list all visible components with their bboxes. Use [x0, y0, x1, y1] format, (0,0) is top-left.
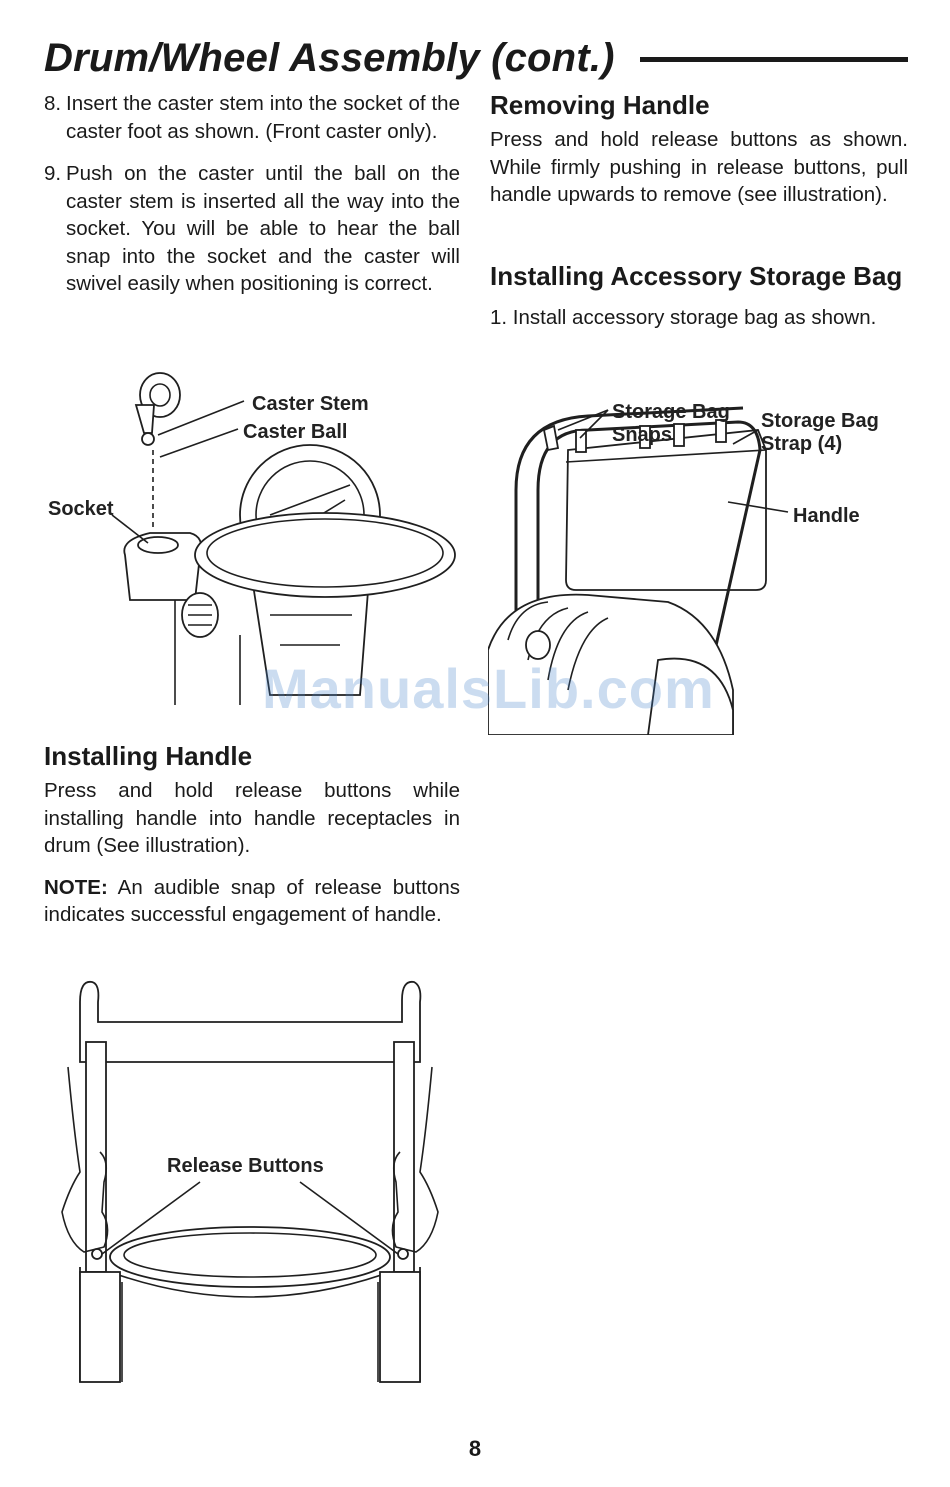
drum-plate: [195, 513, 455, 597]
caster-stem-label: Caster Stem: [252, 393, 369, 415]
page-title: Drum/Wheel Assembly (cont.): [44, 36, 615, 80]
storage-bag: [566, 430, 766, 590]
step-9: [44, 160, 460, 298]
installing-handle-section: [44, 742, 460, 929]
release-buttons-label: Release Buttons: [167, 1155, 324, 1177]
step-text: Insert the caster stem into the socket of the caster foot as shown. (Front caster only).: [66, 92, 460, 143]
release-button-left: [92, 1249, 102, 1259]
storage-bag-strap-label-line2: Strap (4): [761, 433, 843, 455]
drum-left-receptacle: [80, 1272, 120, 1382]
watermark: ManualsLib.com: [262, 657, 715, 720]
drum-rim: [110, 1227, 390, 1287]
handle-bar: [80, 982, 420, 1062]
caster-steps: [44, 90, 460, 298]
storage-bag-heading: Installing Accessory Storage Bag: [490, 261, 903, 291]
step-text: Push on the caster until the ball on the caster stem is inserted all the way into the socket. You will be able to hear the ball snap into the socket and the caster will swivel easily when positioning is correct.: [66, 162, 460, 295]
installing-handle-body: Press and hold release buttons while installing handle into handle receptacles in drum (See illustration).: [44, 779, 460, 857]
note-text: An audible snap of release buttons indicates successful engagement of handle.: [44, 875, 460, 926]
storage-bag-strap-label-line1: Storage Bag: [761, 410, 879, 432]
caster-ball: [142, 433, 154, 445]
step-8: [44, 90, 460, 145]
removing-handle-section: [490, 91, 908, 209]
removing-handle-heading: Removing Handle: [490, 90, 710, 120]
bag-strap: [674, 424, 684, 446]
handle-label: Handle: [793, 505, 860, 527]
installing-handle-note: [44, 874, 460, 929]
step-number: 8.: [44, 92, 62, 115]
note-label: NOTE:: [44, 875, 108, 899]
storage-bag-section: [490, 262, 908, 332]
storage-bag-snaps-label-line2: Snaps: [612, 424, 673, 446]
release-button-right: [398, 1249, 408, 1259]
caster-stem: [136, 405, 154, 433]
bag-strap: [716, 420, 726, 442]
title-rule: [640, 57, 908, 62]
bag-snap: [544, 426, 558, 450]
socket-label: Socket: [48, 498, 114, 520]
handle-illustration: [40, 972, 470, 1392]
step-number: 9.: [44, 162, 62, 185]
drum-right-receptacle: [380, 1272, 420, 1382]
drum-button: [526, 631, 550, 659]
removing-handle-body: Press and hold release buttons as shown. While firmly pushing in release buttons, pull handle upwards to remove (see illustration).: [490, 128, 908, 206]
page-number: 8: [468, 1436, 482, 1461]
installing-handle-heading: Installing Handle: [44, 741, 253, 771]
storage-bag-snaps-label-line1: Storage Bag: [612, 401, 730, 423]
caster-ball-label: Caster Ball: [243, 421, 348, 443]
storage-bag-step: 1. Install accessory storage bag as shown.: [490, 306, 877, 329]
